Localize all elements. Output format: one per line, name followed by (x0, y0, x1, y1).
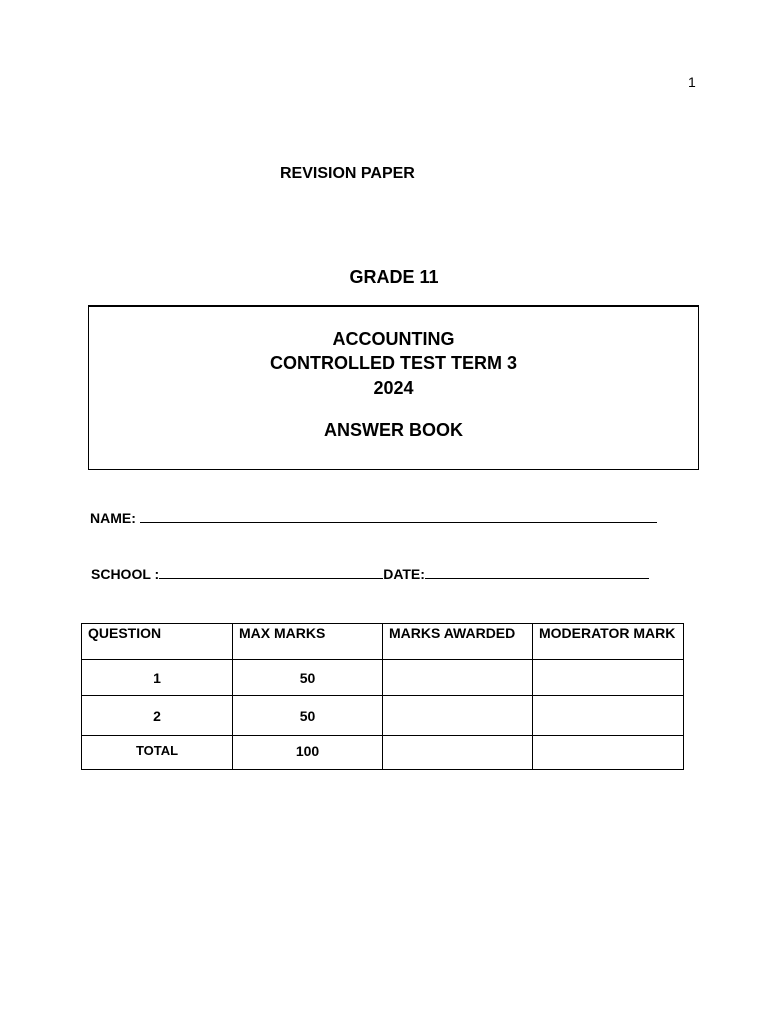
date-label: DATE: (383, 566, 425, 582)
question-cell: 1 (82, 660, 233, 696)
header-question: QUESTION (82, 624, 233, 660)
school-label: SCHOOL : (91, 566, 160, 582)
revision-heading: REVISION PAPER (280, 165, 415, 182)
school-field[interactable] (159, 565, 383, 579)
title-box (88, 305, 699, 470)
total-label-cell: TOTAL (82, 736, 233, 770)
subject-title: ACCOUNTING (332, 329, 455, 349)
max-marks-cell: 50 (233, 660, 383, 696)
table-row (82, 696, 684, 736)
date-field[interactable] (425, 565, 649, 579)
school-date-row (91, 565, 649, 582)
test-title: CONTROLLED TEST TERM 3 (270, 353, 517, 373)
header-moderator-mark: MODERATOR MARK (533, 624, 684, 660)
table-row (82, 736, 684, 770)
header-marks-awarded: MARKS AWARDED (383, 624, 533, 660)
name-row (90, 509, 657, 526)
total-awarded-cell[interactable] (383, 736, 533, 770)
name-label: NAME: (90, 510, 136, 526)
max-marks-cell: 50 (233, 696, 383, 736)
marks-awarded-cell[interactable] (383, 660, 533, 696)
question-cell: 2 (82, 696, 233, 736)
total-moderator-cell[interactable] (533, 736, 684, 770)
header-max-marks: MAX MARKS (233, 624, 383, 660)
marks-table (81, 623, 684, 770)
moderator-mark-cell[interactable] (533, 660, 684, 696)
year-title: 2024 (373, 378, 414, 398)
name-field[interactable] (140, 509, 657, 523)
table-header-row (82, 624, 684, 660)
grade-heading: GRADE 11 (349, 267, 439, 287)
answer-book-title: ANSWER BOOK (324, 420, 463, 440)
moderator-mark-cell[interactable] (533, 696, 684, 736)
total-max-marks-cell: 100 (233, 736, 383, 770)
marks-awarded-cell[interactable] (383, 696, 533, 736)
page-number: 1 (688, 74, 696, 90)
table-row (82, 660, 684, 696)
